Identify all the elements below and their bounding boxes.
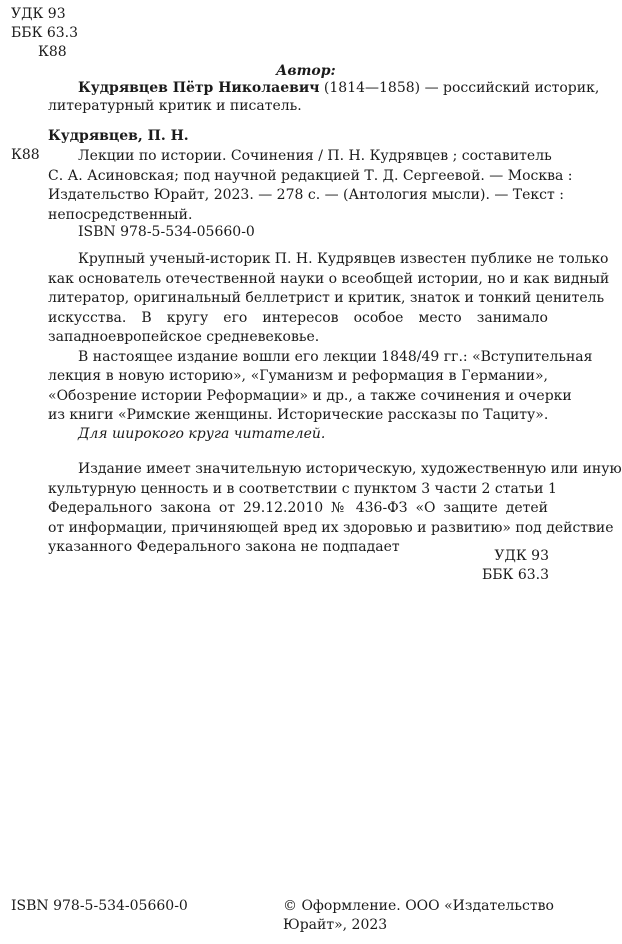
legal-line: от информации, причиняющей вред их здоровью и развитию» под действие: [48, 519, 614, 536]
author-name: Кудрявцев Пётр Николаевич: [78, 80, 320, 96]
legal-line: указанного Федерального закона не подпадает: [48, 539, 400, 555]
right-bbk-code: ББК 63.3: [481, 567, 549, 583]
author-line-1: [78, 79, 600, 99]
footer-isbn: ISBN 978-5-534-05660-0: [11, 898, 188, 914]
legal-line: Федерального закона от 29.12.2010 № 436-ФЗ «О защите детей: [48, 500, 548, 516]
annotation-line: литератор, оригинальный беллетрист и критик, знаток и тонкий ценитель: [48, 290, 605, 306]
udk-code: УДК 93: [11, 6, 66, 22]
catalog-isbn: ISBN 978-5-534-05660-0: [78, 224, 255, 240]
annotation-p2-first: [78, 348, 593, 368]
catalog-desc-line: Издательство Юрайт, 2023. — 278 с. — (Антология мысли). — Текст :: [48, 187, 564, 203]
catalog-desc-rest: [48, 167, 573, 226]
legal-first: [78, 460, 622, 480]
catalog-desc-first: [78, 147, 552, 167]
author-mark: К88: [38, 44, 67, 60]
legal-line: культурную ценность и в соответствии с пунктом 3 части 2 статьи 1: [48, 480, 557, 497]
annotation-line: Крупный ученый-историк П. Н. Кудрявцев известен публике не только: [78, 251, 609, 267]
author-line-2: литературный критик и писатель.: [48, 98, 302, 114]
catalog-desc-line: С. А. Асиновская; под научной редакцией Т. Д. Сергеевой. — Москва :: [48, 167, 573, 184]
annotation-p2-rest: [48, 367, 572, 426]
annotation-line: «Обозрение истории Реформации» и др., а также сочинения и очерки: [48, 387, 572, 404]
right-udk-code: УДК 93: [494, 548, 549, 564]
catalog-mark: К88: [11, 147, 40, 163]
author-dates: (1814—1858) — российский историк,: [319, 80, 600, 96]
catalog-desc-line: Лекции по истории. Сочинения / П. Н. Кудрявцев ; составитель: [78, 148, 552, 164]
annotation-line: как основатель отечественной науки о всеобщей истории, но и как видный: [48, 270, 610, 287]
audience-note: Для широкого круга читателей.: [78, 425, 326, 442]
legal-line: Издание имеет значительную историческую, художественную или иную: [78, 461, 622, 477]
footer-copyright-line-1: © Оформление. ООО «Издательство: [283, 898, 554, 914]
legal-rest: [48, 480, 614, 558]
author-heading: Автор:: [276, 63, 336, 79]
bbk-code: ББК 63.3: [11, 25, 79, 41]
author-info: [78, 79, 600, 99]
annotation-p1-rest: [48, 270, 610, 348]
catalog-desc-line: непосредственный.: [48, 206, 193, 223]
catalog-main-entry: Кудрявцев, П. Н.: [48, 128, 189, 144]
annotation-line: искусства. В кругу его интересов особое место занимало: [48, 309, 548, 326]
annotation-line: из книги «Римские женщины. Исторические рассказы по Тациту».: [48, 407, 549, 423]
annotation-line: В настоящее издание вошли его лекции 1848/49 гг.: «Вступительная: [78, 348, 593, 365]
footer-copyright-line-2: Юрайт», 2023: [283, 917, 388, 933]
annotation-line: лекция в новую историю», «Гуманизм и реформация в Германии»,: [48, 368, 548, 384]
annotation-p1-first: [78, 250, 609, 270]
annotation-line: западноевропейское средневековье.: [48, 329, 320, 345]
